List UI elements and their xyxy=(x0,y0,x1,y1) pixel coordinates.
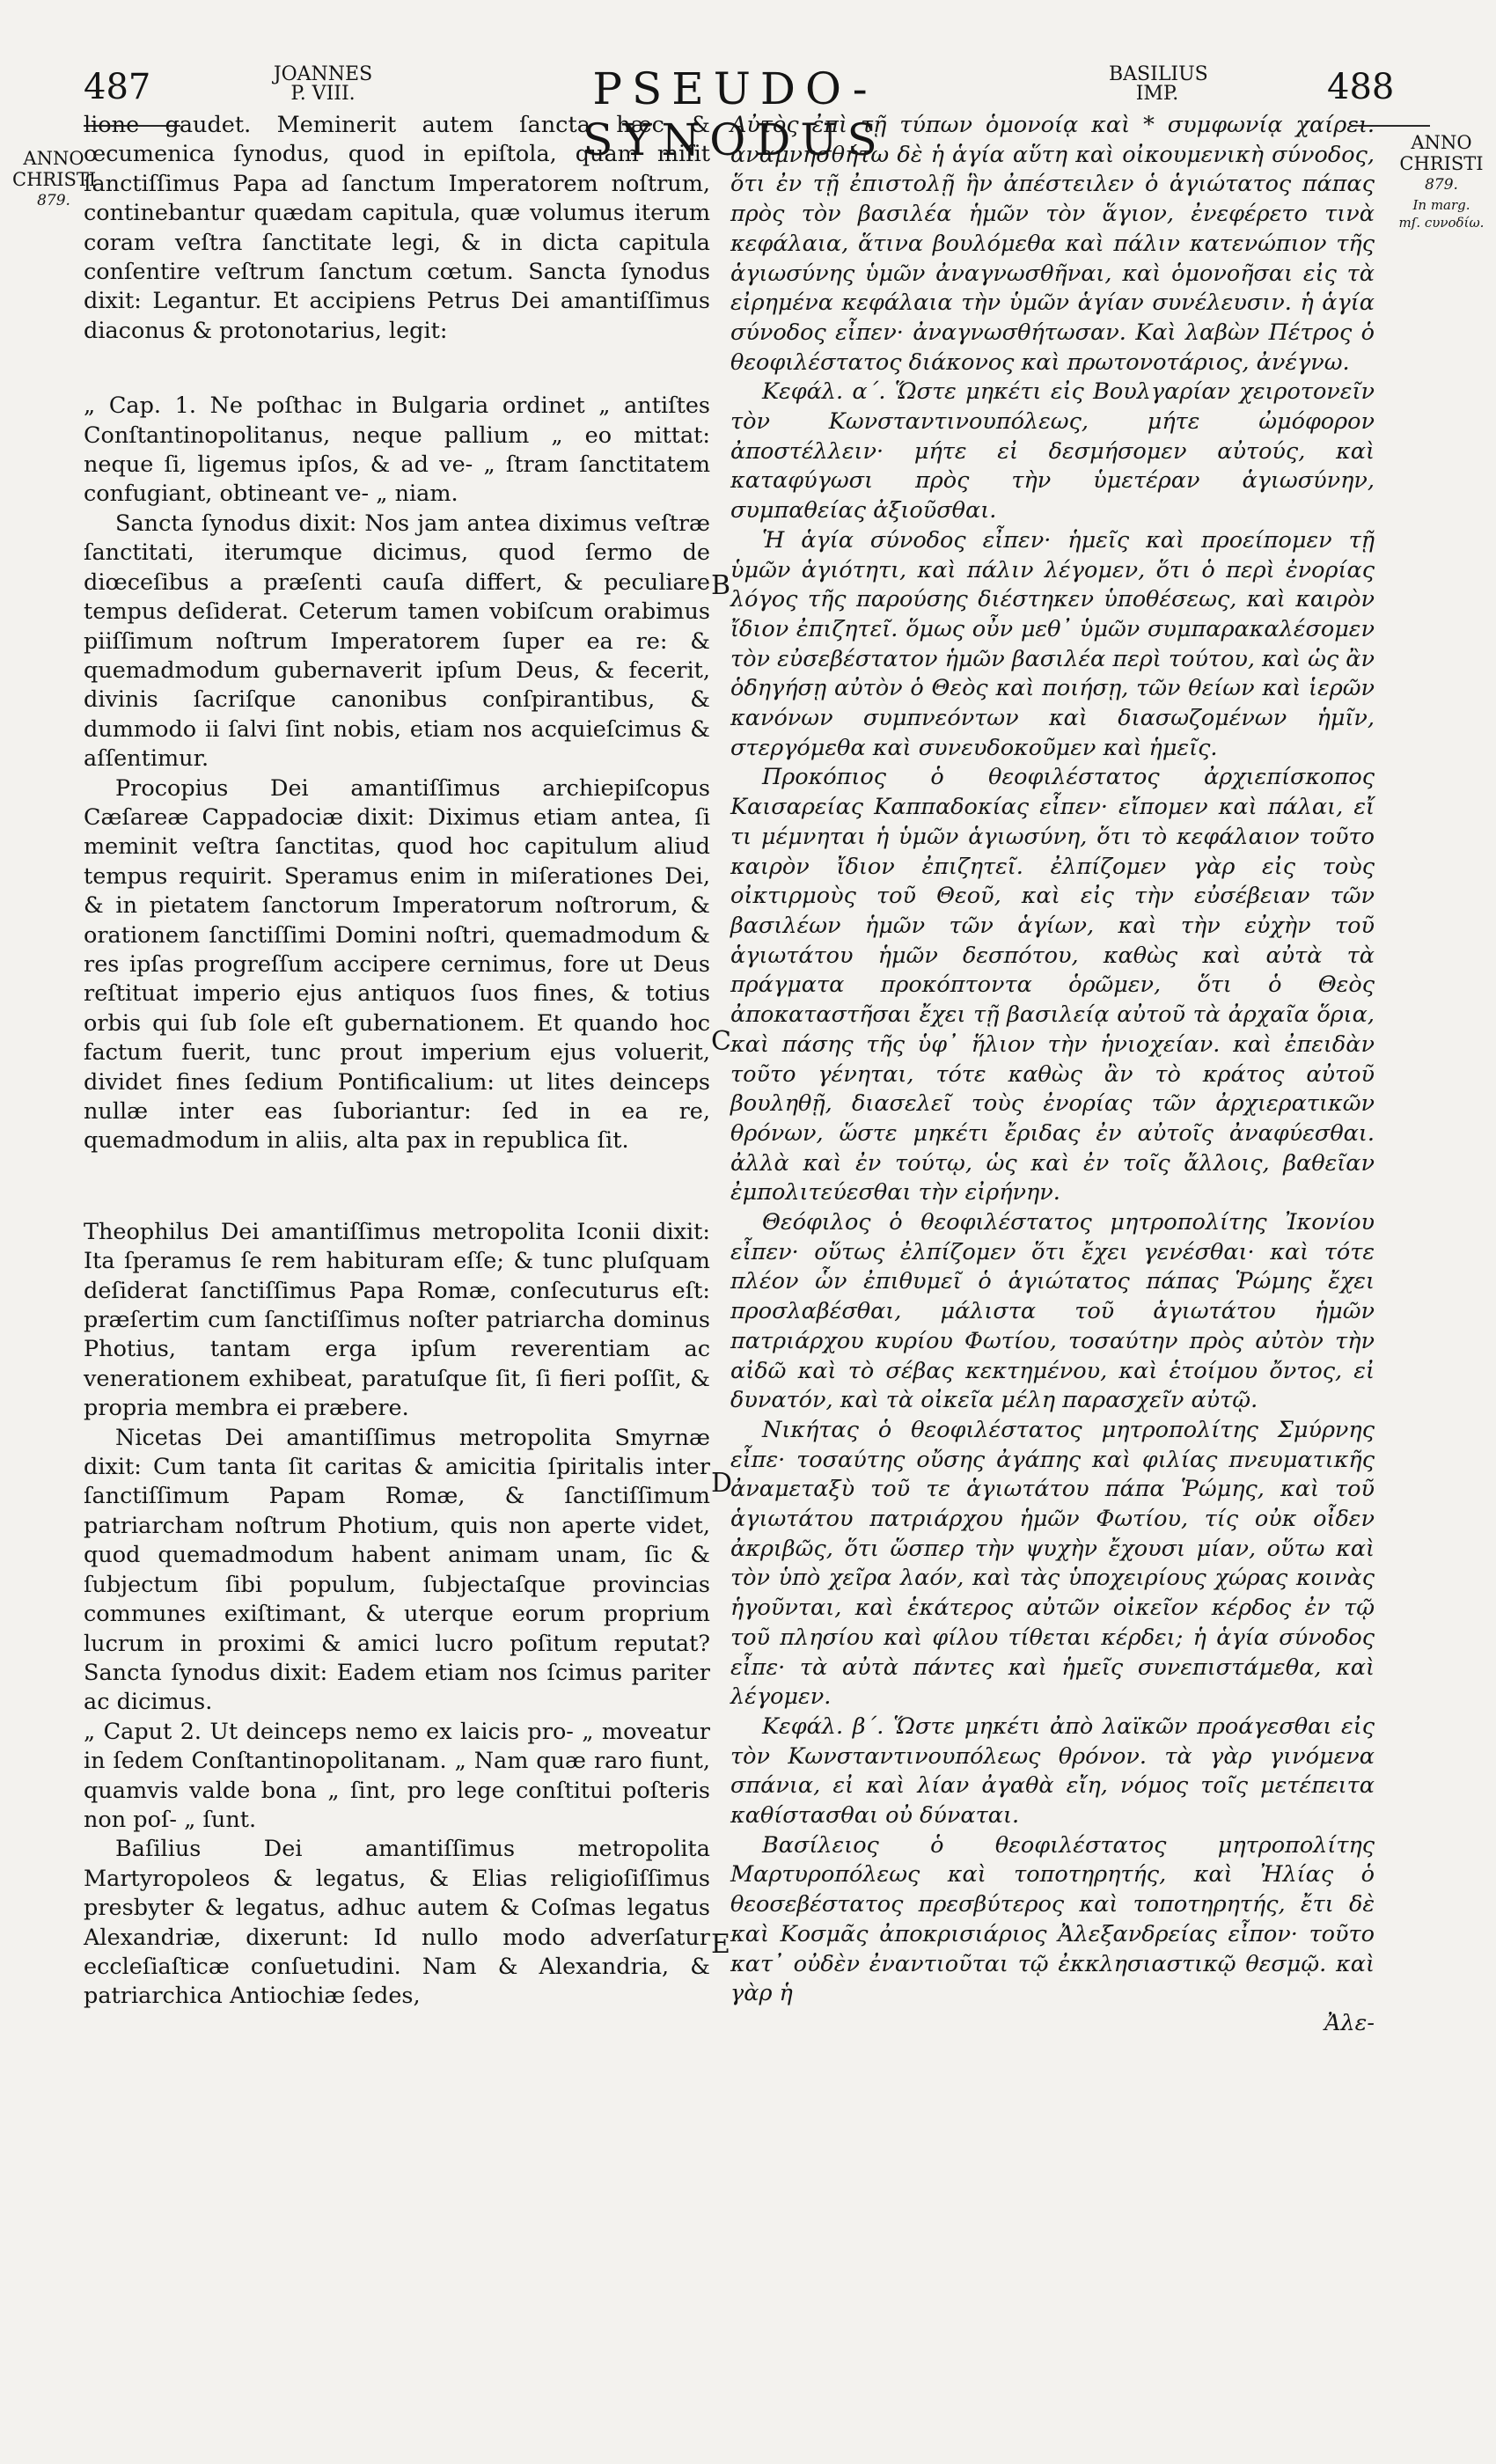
greek-paragraph: Προκόπιος ὁ θεοφιλέστατος ἀρχιεπίσκοπος Καισαρείας Καππαδοκίας εἶπεν· εἴπομεν καὶ πάλαι, εἴ τι μέμνηται ἡ ὑμῶν ἁγιωσύνη, ὅτι τὸ κεφάλαιον τοῦτο καιρὸν ἴδιον ἐπιζητεῖ. ἐλπίζομεν γὰρ εἰς τοὺς οἰκτιρμοὺς τοῦ Θεοῦ, καὶ εἰς τὴν εὐσέβειαν τῶν βασιλέων ἡμῶν τῶν ἁγίων, καὶ τὴν εὐχὴν τοῦ ἁγιωτάτου ἡμῶν δεσπότου, καθὼς καὶ αὐτὰ τὰ πράγματα προκόπτοντα ὁρῶμεν, ὅτι ὁ Θεὸς ἀποκαταστῆσαι ἔχει τῇ βασιλείᾳ αὐτοῦ τὰ ἀρχαῖα ὅρια, καὶ πάσης τῆς ὑφ᾽ ἥλιον τὴν ἡνιοχείαν. καὶ ἐπειδὰν τοῦτο γένηται, τότε καθὼς ἂν τὸ κράτος αὐτοῦ βουληθῇ, διασελεῖ τοὺς ἐνορίας τῶν ἀρχιερατικῶν θρόνων, ὥστε μηκέτι ἔριδας ἐν αὐτοῖς ἀναφύεσθαι. ἀλλὰ καὶ ἐν τούτῳ, ὡς καὶ ἐν τοῖς ἄλλοις, βαθεῖαν ἐμπολιτεύεσθαι τὴν εἰρήνην. xyxy=(730,764,1375,1206)
latin-chapter-2: „ Caput 2. Ut deinceps nemo ex laicis pro- „ moveatur in ſedem Conſtantinopolitanam. „ Nam quæ raro fiunt, quamvis valde bona „ ſint, pro lege conſtitui poſteris non poſ- „ ſunt. xyxy=(84,1718,710,1833)
header-author-right-line2: IMP. xyxy=(1135,83,1179,105)
catchword: Ἀλε- xyxy=(1324,2010,1375,2036)
greek-paragraph: Νικήτας ὁ θεοφιλέστατος μητροπολίτης Σμύρνης εἶπε· τοσαύτης οὔσης ἀγάπης καὶ φιλίας πνευματικῆς ἀναμεταξὺ τοῦ τε ἁγιωτάτου πάπα Ῥώμης, καὶ τοῦ ἁγιωτάτου πατριάρχου ἡμῶν Φωτίου, τίς οὐκ οἶδεν ἀκριβῶς, ὅτι ὥσπερ τὴν ψυχὴν ἔχουσι μίαν, οὕτω καὶ τὸν ὑπὸ χεῖρα λαόν, καὶ τὰς ὑποχειρίους χώρας κοινὰς ἡγοῦνται, καὶ ἑκάτερος αὐτῶν οἰκεῖον κέρδος ἐν τῷ τοῦ πλησίου καὶ φίλου τίθεται κέρδει; ἡ ἁγία σύνοδος εἶπε· τὰ αὐτὰ πάντες καὶ ἡμεῖς συνεπιστάμεθα, καὶ λέγομεν. xyxy=(730,1416,1375,1711)
greek-paragraph: Βασίλειος ὁ θεοφιλέστατος μητροπολίτης Μαρτυροπόλεως καὶ τοποτηρητής, καὶ Ἠλίας ὁ θεοσεβέστατος πρεσβύτερος καὶ τοποτηρητής, ἔτι δὲ καὶ Κοσμᾶς ἀποκρισιάριος Ἀλεξανδρείας εἶπον· τοῦτο κατ᾽ οὐδὲν ἐναντιοῦται τῷ ἐκκλησιαστικῷ θεσμῷ. καὶ γὰρ ἡ xyxy=(730,1831,1375,2007)
header-author-left xyxy=(257,65,389,104)
greek-chapter-2: Κεφάλ. β΄. Ὥστε μηκέτι ἀπὸ λαϊκῶν προάγεσθαι εἰς τὸν Κωνσταντινουπόλεως θρόνον. τὰ γὰρ γινόμενα σπάνια, εἰ καὶ λίαν ἀγαθὰ εἴη, νόμος τοῖς μετέπειτα καθίστασθαι οὐ δύναται. xyxy=(730,1712,1375,1830)
latin-chapter-1: „ Cap. 1. Ne poſthac in Bulgaria ordinet „ antiſtes Conſtantinopolitanus, neque pallium „ eo mittat: neque ſi, ligemus ipſos, & ad ve- „ ſtram ſanctitatem confugiant, obtineant ve- „ niam. xyxy=(84,392,710,508)
margin-left-line1: ANNO xyxy=(23,148,84,169)
header-author-right-line1: BASILIUS xyxy=(1109,63,1208,85)
page-title: PSEUDO-SYNODUS xyxy=(583,63,887,165)
header-author-left-line1: JOANNES xyxy=(273,63,373,85)
page-number-left: 487 xyxy=(84,67,151,107)
margin-right-note-line1: In marg. xyxy=(1412,197,1470,213)
margin-right-line2: CHRISTI xyxy=(1399,153,1484,174)
latin-paragraph: lione gaudet. Meminerit autem ſancta hæc & œcumenica ſynodus, quod in epiſtola, quam miſit ſanctiſſimus Papa ad ſanctum Imperatorem noſtrum, continebantur quædam capitula, quæ volumus iterum coram veſtra ſanctitate legi, & in dicta capitula conſentire veſtrum ſanctum cœtum. Sancta ſynodus dixit: Legantur. Et accipiens Petrus Dei amantiſſimus diaconus & protonotarius, legit: xyxy=(84,112,710,344)
margin-right-line1: ANNO xyxy=(1411,132,1472,153)
latin-paragraph: Nicetas Dei amantiſſimus metropolita Smyrnæ dixit: Cum tanta ſit caritas & amicitia ſpiritalis inter ſanctiſſimum Papam Romæ, & ſanctiſſimum patriarcham noſtrum Photium, quis non aperte videt, quod quemadmodum habent animam unam, ſic & ſubjectum ſibi populum, ſubjectaſque provincias communes exiſtimant, & uterque eorum proprium lucrum in proximi & amici lucro poſitum reputat? Sancta ſynodus dixit: Eadem etiam nos ſcimus pariter ac dicimus. xyxy=(84,1424,710,1716)
section-letter-c: C xyxy=(711,1026,731,1057)
greek-column xyxy=(730,111,1375,2039)
greek-paragraph: Θεόφιλος ὁ θεοφιλέστατος μητροπολίτης Ἰκονίου εἶπεν· οὕτως ἐλπίζομεν ὅτι ἔχει γενέσθαι· καὶ τότε πλέον ὧν ἐπιθυμεῖ ὁ ἁγιώτατος πάπας Ῥώμης ἔχει προσλαβέσθαι, μάλιστα τοῦ ἁγιωτάτου ἡμῶν πατριάρχου κυρίου Φωτίου, τοσαύτην πρὸς αὐτὸν τὴν αἰδῶ καὶ τὸ σέβας κεκτημένου, καὶ ἑτοίμου ὄντος, εἰ δυνατόν, καὶ τὰ οἰκεῖα μέλη παρασχεῖν αὐτῷ. xyxy=(730,1209,1375,1414)
latin-paragraph: Procopius Dei amantiſſimus archiepiſcopus Cæſareæ Cappadociæ dixit: Diximus etiam antea, ſi meminit veſtra ſanctitas, quod hoc capitulum aliud tempus requirit. Speramus enim in miſerationes Dei, & in pietatem ſanctorum Imperatorum noſtrorum, & orationem ſanctiſſimi Domini noſtri, quemadmodum & res ipſas progreſſum accipere cernimus, fore ut Deus reſtituat imperio ejus antiquos ſuos fines, & totius orbis qui ſub ſole eſt gubernationem. Et quando hoc factum fuerit, tunc prout imperium ejus voluerit, dividet fines ſedium Pontificalium: ut lites deinceps nullæ inter eas ſuboriantur: ſed in ea re, quemadmodum in aliis, alta pax in republica ſit. xyxy=(84,774,710,1155)
header-author-right xyxy=(1109,65,1206,104)
section-letter-d: D xyxy=(711,1468,733,1499)
latin-paragraph: Sancta ſynodus dixit: Nos jam antea diximus veſtræ ſanctitati, iterumque dicimus, quod ſermo de diœceſibus a præſenti cauſa differt, & peculiare tempus deſiderat. Ceterum tamen vobiſcum orabimus piiſſimum noſtrum Imperatorem ſuper ea re: & quemadmodum gubernaverit ipſum Deus, & fecerit, divinis ſacriſque canonibus conſpirantibus, & dummodo ii ſalvi ſint nobis, etiam nos acquieſcimus & aſſentimur. xyxy=(84,510,710,773)
margin-left-line2: CHRISTI xyxy=(12,169,97,190)
latin-paragraph: Baſilius Dei amantiſſimus metropolita Martyropoleos & legatus, & Elias religioſiſſimus presbyter & legatus, adhuc autem & Coſmas legatus Alexandriæ, dixerunt: Id nullo modo adverſatur eccleſiaſticæ conſuetudini. Nam & Alexandria, & patriarchica Antiochiæ ſedes, xyxy=(84,1836,710,2010)
margin-right-year: 879. xyxy=(1425,176,1458,194)
margin-note-left xyxy=(12,148,95,211)
latin-paragraph: Theophilus Dei amantiſſimus metropolita Iconii dixit: Ita ſperamus ſe rem habituram eſſe; & tunc pluſquam deſiderat ſanctiſſimus Papa Romæ, conſecuturus eſt: præſertim cum ſanctiſſimus noſter patriarcha dominus Photius, tantam erga ipſum reverentiam ac venerationem exhibeat, paratuſque ſit, ſi fieri poſſit, & propria membra ei præbere. xyxy=(84,1218,710,1422)
greek-chapter-1: Κεφάλ. α΄. Ὥστε μηκέτι εἰς Βουλγαρίαν χειροτονεῖν τὸν Κωνσταντινουπόλεως, μήτε ὠμόφορον ἀποστέλλειν· μήτε εἰ δεσμήσομεν αὐτούς, καὶ καταφύγωσι πρὸς τὴν ὑμετέραν ἁγιωσύνην, συμπαθείας ἀξιοῦσθαι. xyxy=(730,378,1375,524)
greek-paragraph: Ἡ ἁγία σύνοδος εἶπεν· ἡμεῖς καὶ προείπομεν τῇ ὑμῶν ἁγιότητι, καὶ πάλιν λέγομεν, ὅτι ὁ περὶ ἐνορίας λόγος τῆς παρούσης διέστηκεν ὑποθέσεως, καὶ καιρὸν ἴδιον ἐπιζητεῖ. ὅμως οὖν μεθ᾽ ὑμῶν συμπαρακαλέσομεν τὸν εὐσεβέστατον ἡμῶν βασιλέα περὶ τούτου, καὶ ὡς ἂν ὁδηγήσῃ αὐτὸν ὁ Θεὸς καὶ ποιήσῃ, τῶν θείων καὶ ἱερῶν κανόνων συμπνεόντων καὶ διασωζομένων ἡμῖν, στεργόμεθα καὶ συνευδοκοῦμεν καὶ ἡμεῖς. xyxy=(730,526,1375,761)
header-author-left-line2: P. VIII. xyxy=(290,83,356,105)
greek-paragraph: Αὐτὸς ἐπὶ τῇ τύπων ὁμονοίᾳ καὶ * συμφωνίᾳ χαίρει. ἀναμνησθήτω δὲ ἡ ἁγία αὕτη καὶ οἰκουμενικὴ σύνοδος, ὅτι ἐν τῇ ἐπιστολῇ ἣν ἀπέστειλεν ὁ ἁγιώτατος πάπας πρὸς τὸν βασιλέα ἡμῶν τὸν ἅγιον, ἐνεφέρετο τινὰ κεφάλαια, ἅτινα βουλόμεθα καὶ πάλιν κατενώπιον τῆς ἁγιωσύνης ὑμῶν ἀναγνωσθῆναι, καὶ ὁμονοῆσαι εἰς τὰ εἰρημένα κεφάλαια τὴν ὑμῶν ἁγίαν συνέλευσιν. ἡ ἁγία σύνοδος εἶπεν· ἀναγνωσθήτωσαν. Καὶ λαβὼν Πέτρος ὁ θεοφιλέστατος διάκονος καὶ πρωτονοτάριος, ἀνέγνω. xyxy=(730,112,1375,376)
margin-note-right xyxy=(1397,132,1485,231)
margin-right-note-line2: mſ. ϲυνοδίω. xyxy=(1398,215,1485,231)
section-letter-e: E xyxy=(711,1929,730,1960)
margin-left-year: 879. xyxy=(37,192,70,209)
page-number-right: 488 xyxy=(1327,67,1395,107)
latin-column xyxy=(84,111,710,2012)
section-letter-b: B xyxy=(711,570,731,601)
